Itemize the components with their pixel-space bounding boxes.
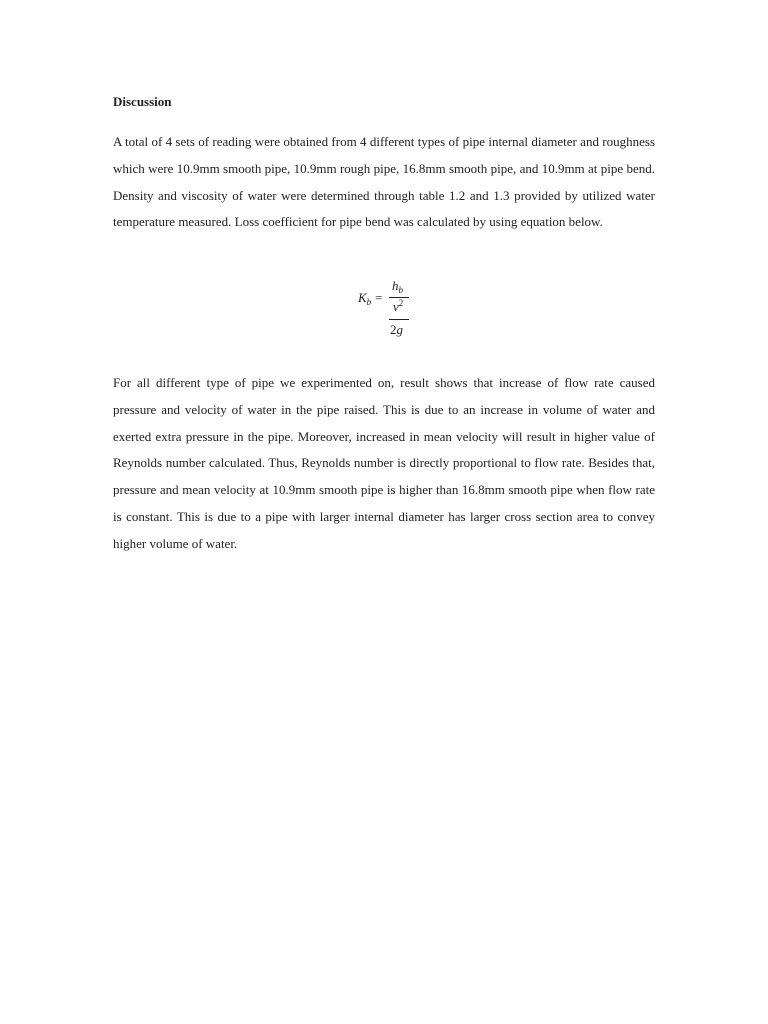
loss-coefficient-equation bbox=[356, 278, 426, 344]
paragraph-results: For all different type of pipe we experimented on, result shows that increase of flow rate caused pressure and velocity of water in the pipe raised. This is due to an increase in volume of water and exerted extra pressure in the pipe. Moreover, increased in mean velocity will result in higher value of Reynolds number calculated. Thus, Reynolds number is directly proportional to flow rate. Besides that, pressure and mean velocity at 10.9mm smooth pipe is higher than 16.8mm smooth pipe when flow rate is constant. This is due to a pipe with larger internal diameter has larger cross section area to convey higher volume of water. bbox=[113, 375, 655, 551]
section-heading: Discussion bbox=[113, 94, 172, 109]
equation-two-g: 2g bbox=[390, 322, 403, 337]
equation-velocity-squared: $v^2$ bbox=[393, 298, 404, 314]
equation-lhs: $K_b$ bbox=[358, 290, 372, 307]
equation-numerator: $h_b$ bbox=[392, 278, 403, 295]
equation-inner-fraction-bar bbox=[389, 319, 409, 320]
equation-equals-sign: = bbox=[375, 290, 383, 305]
paragraph-intro: A total of 4 sets of reading were obtained from 4 different types of pipe internal diameter and roughness which were 10.9mm smooth pipe, 10.9mm rough pipe, 16.8mm smooth pipe, and 10.9mm at pipe bend. Density and viscosity of water were determined through table 1.2 and 1.3 provided by utilized water temperature measured. Loss coefficient for pipe bend was calculated by using equation below. bbox=[113, 134, 655, 230]
